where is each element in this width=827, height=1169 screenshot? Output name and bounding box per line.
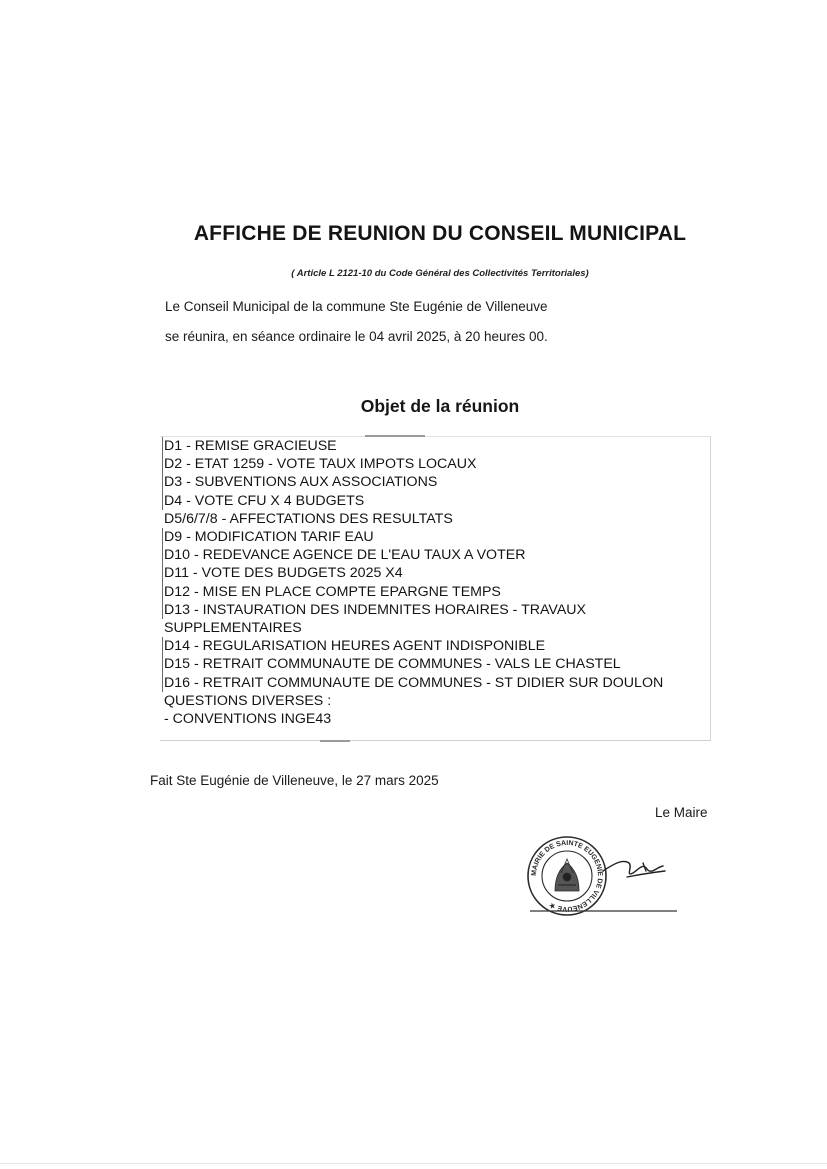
mayor-label: Le Maire (655, 805, 708, 820)
agenda-item: D13 - INSTAURATION DES INDEMNITES HORAIRES - TRAVAUX (162, 601, 707, 619)
agenda-item: D2 - ETAT 1259 - VOTE TAUX IMPOTS LOCAUX (162, 455, 707, 473)
agenda-item: D9 - MODIFICATION TARIF EAU (162, 528, 707, 546)
agenda-item: D4 - VOTE CFU X 4 BUDGETS (162, 492, 707, 510)
scan-edge-line (0, 1163, 827, 1164)
place-date: Fait Ste Eugénie de Villeneuve, le 27 mars 2025 (150, 773, 439, 788)
agenda-item: D15 - RETRAIT COMMUNAUTE DE COMMUNES - VALS LE CHASTEL (162, 655, 707, 673)
mairie-seal-and-signature (525, 833, 680, 918)
agenda-item: QUESTIONS DIVERSES : (164, 692, 332, 709)
agenda-item: D11 - VOTE DES BUDGETS 2025 X4 (162, 564, 707, 582)
agenda-item: D10 - REDEVANCE AGENCE DE L'EAU TAUX A VOTER (162, 546, 707, 564)
agenda-heading: Objet de la réunion (360, 396, 520, 416)
page-title: AFFICHE DE REUNION DU CONSEIL MUNICIPAL (193, 222, 687, 245)
intro-line-commune: Le Conseil Municipal de la commune Ste Eugénie de Villeneuve (165, 299, 548, 314)
agenda-item: D16 - RETRAIT COMMUNAUTE DE COMMUNES - ST DIDIER SUR DOULON (162, 674, 707, 692)
agenda-item: D3 - SUBVENTIONS AUX ASSOCIATIONS (162, 473, 707, 491)
agenda-item: - CONVENTIONS INGE43 (164, 711, 332, 728)
agenda-box (160, 436, 711, 741)
agenda-list (162, 437, 707, 728)
agenda-item: D14 - REGULARISATION HEURES AGENT INDISPONIBLE (162, 637, 707, 655)
signature-icon (603, 861, 665, 877)
agenda-item: D5/6/7/8 - AFFECTATIONS DES RESULTATS (164, 510, 453, 527)
agenda-item: D1 - REMISE GRACIEUSE (162, 437, 707, 455)
legal-reference: ( Article L 2121-10 du Code Général des Collectivités Territoriales) (291, 268, 589, 279)
intro-line-session: se réunira, en séance ordinaire le 04 avril 2025, à 20 heures 00. (165, 329, 548, 344)
seal-emblem (555, 859, 579, 891)
seal-ring-lettering: MAIRIE DE SAINTE EUGENIE DE VILLENEUVE ★ (530, 839, 604, 913)
agenda-item: SUPPLEMENTAIRES (164, 620, 302, 637)
agenda-item: D12 - MISE EN PLACE COMPTE EPARGNE TEMPS (162, 583, 707, 601)
